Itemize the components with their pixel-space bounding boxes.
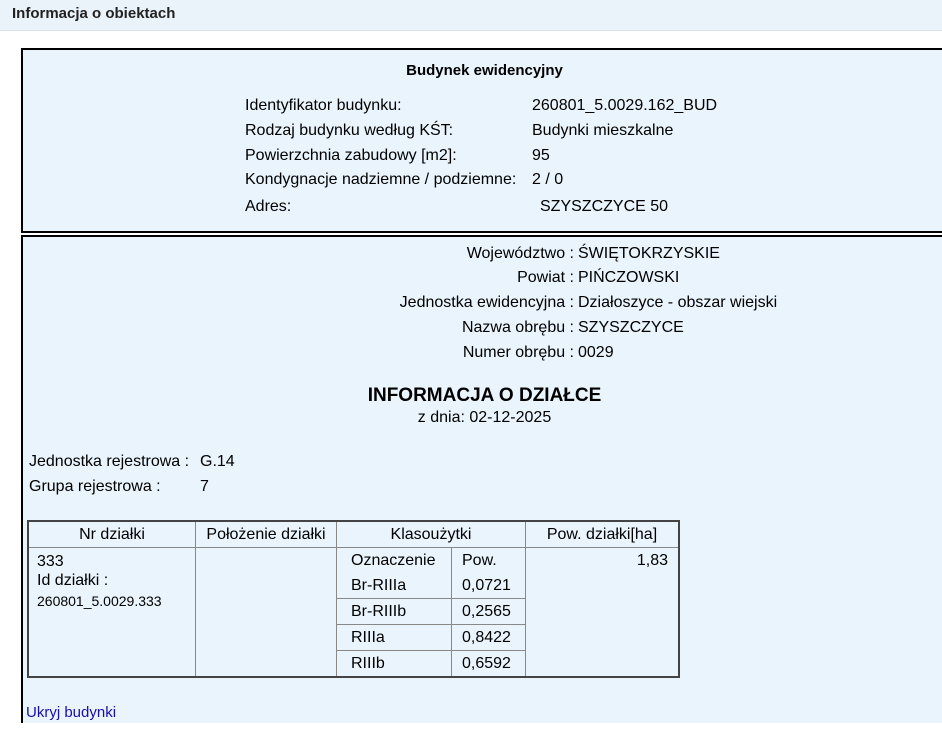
- land-classes-cell: [337, 548, 526, 678]
- building-area-value: 95: [532, 147, 550, 164]
- precinct-name-value: SZYSZCZYCE: [578, 319, 684, 336]
- building-type-value: Budynki mieszkalne: [532, 122, 674, 139]
- building-address-value: SZYSZCZYCE 50: [540, 198, 669, 215]
- building-id-value: 260801_5.0029.162_BUD: [532, 97, 718, 114]
- land-class-area: 0,8422: [452, 625, 526, 651]
- building-floors-label: Kondygnacje nadziemne / podziemne:: [245, 171, 517, 188]
- plot-table-header-row: [28, 521, 679, 548]
- plot-info-date: z dnia: 02-12-2025: [417, 409, 552, 426]
- land-class-code-header: Oznaczenie: [337, 548, 452, 573]
- land-class-code: Br-RIIIb: [337, 599, 452, 625]
- plot-location-cell: [196, 548, 337, 678]
- registry-unit-value: Działoszyce - obszar wiejski: [578, 294, 778, 311]
- window-title: Informacja o obiektach: [12, 5, 176, 22]
- precinct-number-label: Numer obrębu :: [462, 344, 574, 361]
- land-classes-header-row: [337, 548, 525, 573]
- registration-unit-label: Jednostka rejestrowa :: [29, 453, 190, 470]
- plot-number-cell: [28, 548, 196, 678]
- land-class-code: RIIIa: [337, 625, 452, 651]
- county-label: Powiat :: [517, 269, 574, 286]
- table-row: [28, 548, 679, 678]
- building-panel: [21, 48, 942, 233]
- land-class-area: 0,0721: [452, 573, 526, 599]
- precinct-name-label: Nazwa obrębu :: [461, 319, 574, 336]
- window-title-bar: [0, 0, 942, 31]
- registration-group-value: 7: [200, 478, 209, 495]
- building-heading: Budynek ewidencyjny: [406, 62, 563, 79]
- building-id-label: Identyfikator budynku:: [245, 97, 402, 114]
- plot-area-cell: 1,83: [526, 548, 680, 678]
- land-class-row: [337, 651, 525, 677]
- building-address-label: Adres:: [245, 198, 292, 215]
- land-class-area: 0,2565: [452, 599, 526, 625]
- plot-panel: [21, 235, 942, 723]
- land-class-area-header: Pow.: [462, 551, 497, 569]
- header-plot-location: Położenie działki: [196, 521, 337, 548]
- land-class-row: [337, 625, 525, 651]
- land-class-area: 0,6592: [462, 654, 511, 672]
- voivodeship-label: Województwo :: [466, 245, 574, 262]
- plot-number: 333: [37, 553, 64, 570]
- plot-table: [27, 520, 680, 678]
- registration-unit-value: G.14: [200, 453, 235, 470]
- precinct-number-value: 0029: [578, 344, 614, 361]
- header-land-classes: Klasoużytki: [337, 521, 526, 548]
- building-type-label: Rodzaj budynku według KŚT:: [245, 122, 454, 139]
- plot-id-value: 260801_5.0029.333: [37, 593, 162, 609]
- building-floors-value: 2 / 0: [532, 171, 564, 188]
- header-plot-area: Pow. działki[ha]: [526, 521, 680, 548]
- land-class-code: RIIIb: [337, 651, 452, 677]
- plot-id-label: Id działki :: [37, 572, 109, 589]
- plot-info-heading: INFORMACJA O DZIAŁCE: [367, 385, 602, 406]
- building-area-label: Powierzchnia zabudowy [m2]:: [245, 147, 457, 164]
- land-class-code: Br-RIIIa: [337, 573, 452, 599]
- land-class-row: [337, 573, 525, 599]
- registration-group-label: Grupa rejestrowa :: [29, 478, 161, 495]
- hide-buildings-link[interactable]: Ukryj budynki: [26, 704, 117, 721]
- registry-unit-label: Jednostka ewidencyjna :: [399, 294, 574, 311]
- voivodeship-value: ŚWIĘTOKRZYSKIE: [578, 245, 720, 262]
- land-classes-table: [337, 548, 525, 676]
- land-class-row: [337, 599, 525, 625]
- county-value: PIŃCZOWSKI: [578, 269, 680, 286]
- header-plot-number: Nr działki: [28, 521, 196, 548]
